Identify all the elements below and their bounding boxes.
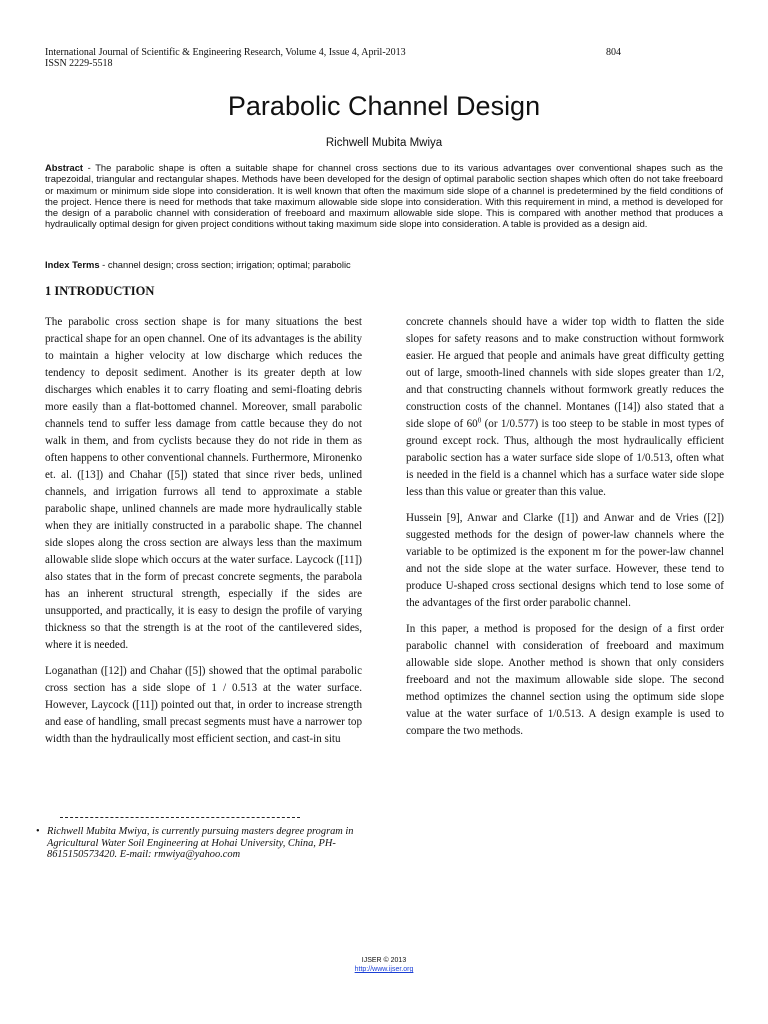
footer-url-link[interactable]: http://www.ijser.org xyxy=(354,966,414,973)
abstract-text: - The parabolic shape is often a suitable shape for channel cross sections due to its various advantages over conventional shapes such as the trapezoidal, triangular and rectangular shapes. Methods have been developed for the design of optimal parabolic section shapes which often do not take freeboard or maximum or minimum side slope into consideration. It is well known that often the maximum side slope of a channel is predetermined by the field conditions of the project. Hence there is need for methods that take maximum allowable side slope into consideration. With this requirement in mind, a method is developed for the design of a parabolic channel with consideration of freeboard and maximum allowable side slope. This is compared with another method that produces a hydraulically optimal design for given project conditions without taking maximum side slope into consideration. A table is provided as a design aid. xyxy=(45,162,723,230)
index-terms-label: Index Terms xyxy=(45,259,100,270)
journal-header: International Journal of Scientific & Engineering Research, Volume 4, Issue 4, April-2013 xyxy=(45,47,406,58)
left-paragraph-1: The parabolic cross section shape is for many situations the best practical shape for an open channel. One of its advantages is the ability to maintain a higher velocity at low discharge which reduces the tendency to deposit sediment. Another is its greater depth at low discharges which enables it to carry floating and semi-floating debris more easily than a flat-bottomed channel. Moreover, small parabolic channels tend to suffer less damage from cattle because they do not walk in them, and from cyclists because they do not ride in them as often happens to other conventional channels. Furthermore, Mironenko et. al. ([13]) and Chahar ([5]) stated that since river beds, unlined channels, and irrigation furrows all tend to approximate a stable parabolic shape, unlined channels are made more hydraulically stable when they are initially constructed in a parabolic shape. The channel side slopes along the cross section are always less than the maximum allowable slide slope which occurs at the water surface. Laycock ([11]) also states that in the form of precast concrete segments, the parabola has an inherent structural strength, especially if the sides are unsupported, and practically, it is easy to design the profile of varying thickness so that the strength is at the root of the cantilevered sides, where it is needed. xyxy=(45,316,362,651)
right-column xyxy=(406,314,724,749)
author-name: Richwell Mubita Mwiya xyxy=(325,137,443,149)
page-number: 804 xyxy=(606,47,621,58)
issn-line: ISSN 2229-5518 xyxy=(45,58,113,69)
left-paragraph-2: Loganathan ([12]) and Chahar ([5]) showed that the optimal parabolic cross section has a side slope of 1 / 0.513 at the water surface. However, Laycock ([11]) pointed out that, in order to increase strength and ease of handling, small precast segments must have a narrower top width than the hydraulically most efficient section, and cast-in situ xyxy=(45,665,362,745)
author-footnote xyxy=(36,826,376,861)
degree-superscript: 0 xyxy=(477,416,482,425)
paper-title: Parabolic Channel Design xyxy=(227,91,541,121)
right-paragraph-1-text-a: concrete channels should have a wider top width to flatten the side slopes for safety reasons and to make construction without formwork easier. He argued that people and animals have great difficulty getting out of large, smooth-lined channels with side slopes greater than 1/2, and that constructing channels without formwork greatly reduces the construction costs of the channel. Montanes ([14]) also stated that a side slope of 60 xyxy=(406,316,724,430)
footnote-divider xyxy=(60,817,300,818)
right-paragraph-2: Hussein [9], Anwar and Clarke ([1]) and Anwar and de Vries ([2]) suggested methods for the design of power-law channels where the variable to be optimized is the exponent m for the power-law channel and not the side slope at the water surface. However, these tend to produce U-shaped cross sectional designs which tend to lose some of the advantages of the first order parabolic channel. xyxy=(406,512,724,609)
footnote-bullet: • xyxy=(36,826,40,837)
right-paragraph-3: In this paper, a method is proposed for the design of a first order parabolic channel with consideration of freeboard and maximum allowable side slope. Another method is shown that only considers freeboard and not the maximum allowable side slope. The second method optimizes the channel section using the optimum side slope value at the water surface of 1/0.513. A design example is used to compare the two methods. xyxy=(406,623,724,737)
abstract xyxy=(45,162,723,230)
footnote-text: Richwell Mubita Mwiya, is currently pursuing masters degree program in Agricultural Water Soil Engineering at Hohai University, China, PH-8615150573420. E-mail: rmwiya@yahoo.com xyxy=(47,826,354,860)
index-terms-text: - channel design; cross section; irrigation; optimal; parabolic xyxy=(99,259,351,270)
section-heading: 1 INTRODUCTION xyxy=(45,284,155,298)
abstract-label: Abstract xyxy=(45,162,84,173)
footer-copyright: IJSER © 2013 xyxy=(361,957,407,964)
left-column xyxy=(45,314,362,757)
right-paragraph-1-text-b: (or 1/0.577) is too steep to be stable in most types of ground except rock. Thus, although the most hydraulically efficient parabolic section has a water surface side slope of 1/0.513, often what is needed in the field is a channel which has a surface water side slope less than this value or greater than this value. xyxy=(406,418,724,498)
right-paragraph-1 xyxy=(406,314,724,501)
index-terms xyxy=(45,259,723,270)
